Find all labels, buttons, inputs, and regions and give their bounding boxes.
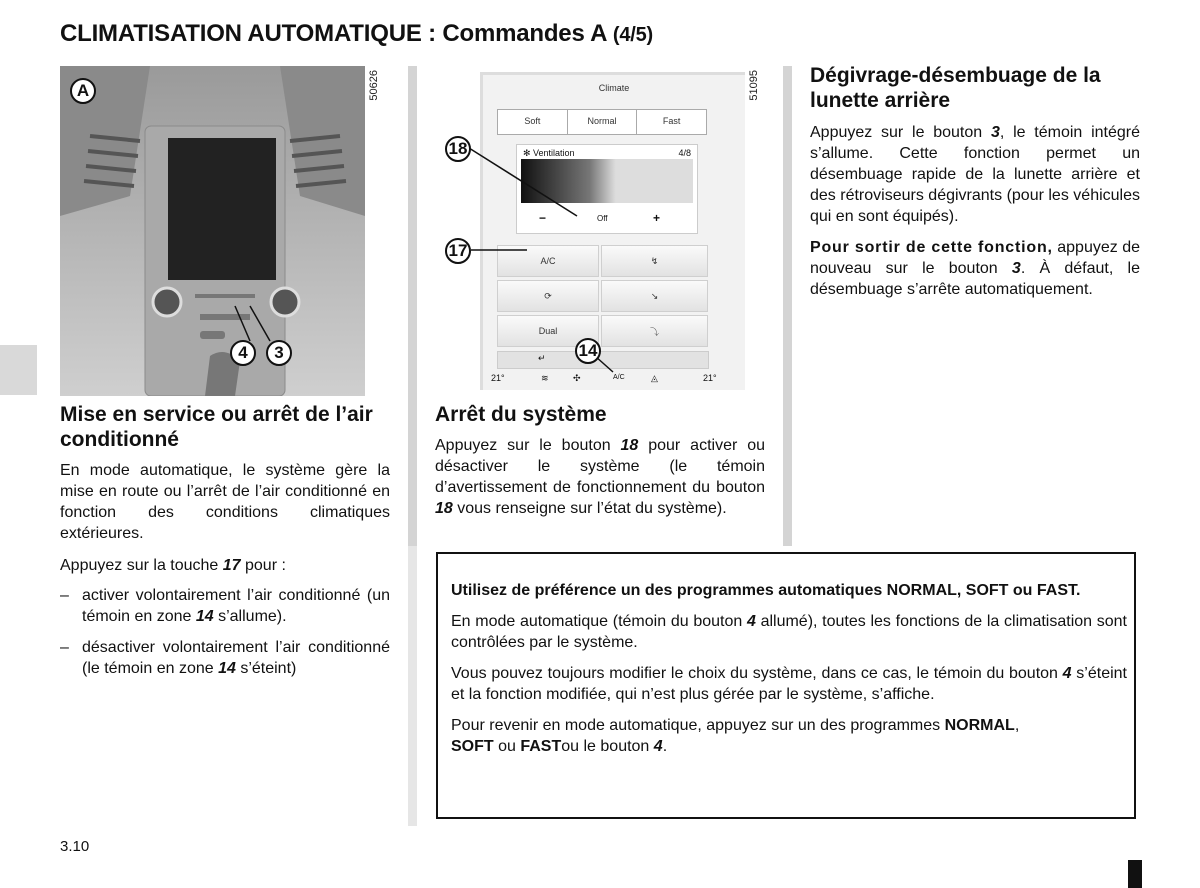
ventilation-label: Ventilation [533, 148, 575, 158]
button-ref-18: 18 [435, 500, 453, 517]
button-ref-3: 3 [1011, 260, 1021, 277]
dual-button[interactable]: Dual [497, 315, 599, 347]
note-text: Vous pouvez toujours modifier le choix du système, dans ce cas, le témoin du bouton [451, 665, 1063, 682]
section1-heading: Mise en service ou arrêt de l’air conditionné [60, 403, 373, 451]
list-item-text [82, 585, 390, 627]
fan-minus-button[interactable]: − [539, 211, 547, 225]
note-text: Pour revenir en mode automatique, appuyez sur un des programmes [451, 717, 945, 734]
callout-a: A [70, 78, 96, 104]
section1-para2-text: Appuyez sur la touche [60, 557, 223, 574]
note-text: ou le bouton [561, 738, 654, 755]
item1-text: activer volontairement l’air conditionné (un témoin en zone [82, 587, 390, 625]
page-title-suffix: (4/5) [612, 24, 654, 46]
section2-para [435, 435, 765, 519]
section3-text-d: . À défaut, le désembuage s’arrête automatiquement. [810, 260, 1140, 298]
page-number: 3.10 [60, 838, 90, 855]
seat-heat-icon: ≋ [541, 373, 549, 383]
item2-end: s’éteint) [235, 660, 297, 677]
back-arrow-icon[interactable]: ↵ [538, 353, 546, 363]
section2-text-a: Appuyez sur le bouton [435, 437, 621, 454]
tab-soft[interactable]: Soft [498, 110, 568, 134]
list-dash: – [60, 587, 69, 604]
note-para1: Utilisez de préférence un des programmes automatiques NORMAL, SOFT ou FAST. [451, 582, 1081, 599]
zone-ref-14: 14 [195, 608, 214, 625]
button-ref-17: 17 [222, 557, 241, 574]
recirc-status-icon: ◬ [651, 373, 658, 383]
climate-screen-title: Climate [598, 83, 630, 93]
section3-para2 [810, 237, 1140, 300]
button-ref-3: 3 [990, 124, 1000, 141]
note-comma: , [1014, 717, 1020, 734]
note-para3 [451, 663, 1127, 705]
section1-list [60, 585, 390, 679]
item2-text: désactiver volontairement l’air conditionné (le témoin en zone [82, 639, 390, 677]
zone-ref-14: 14 [218, 660, 236, 677]
callout-14: 14 [575, 338, 601, 364]
chapter-tab [0, 345, 37, 395]
temp-right: 21° [703, 373, 717, 383]
climate-screen-illustration [435, 66, 745, 390]
note-para2 [451, 611, 1127, 653]
column-divider-left [408, 66, 417, 546]
fan-off-button[interactable]: Off [597, 214, 608, 223]
program-normal: NORMAL [944, 717, 1015, 734]
note-para4 [451, 715, 1127, 757]
airflow-windscreen-icon: ⤵ [649, 326, 659, 337]
section2-heading: Arrêt du système [435, 403, 607, 426]
figure-code-left: 50626 [368, 70, 380, 101]
list-item-text [82, 637, 390, 679]
section3-text-a: Appuyez sur le bouton [810, 124, 991, 141]
recirculation-icon: ⟳ [544, 290, 552, 301]
ac-status: A/C [613, 374, 625, 381]
section2-text-c: vous renseigne sur l’état du système). [452, 500, 727, 517]
note-content [451, 580, 1127, 767]
note-text: ou [493, 738, 521, 755]
fan-icon: ✻ [523, 148, 531, 158]
note-text: allumé), toutes les fonctions de la climatisation sont contrôlées par le système. [451, 613, 1127, 651]
callout-18: 18 [445, 136, 471, 162]
note-box [436, 552, 1136, 819]
button-ref-4: 4 [653, 738, 663, 755]
dashboard-drawing [60, 66, 365, 396]
section2-text-b: pour activer ou désactiver le système (le témoin d’avertissement de fonctionnement du bouton [435, 437, 766, 496]
section3-para1 [810, 122, 1140, 227]
temp-left: 21° [491, 373, 505, 383]
program-soft: SOFT [451, 738, 494, 755]
figure-code-right: 51095 [748, 70, 760, 101]
column-divider-left-lower [408, 546, 417, 826]
column-divider-right [783, 66, 792, 546]
section3-bold-lead: Pour sortir de cette fonction, [810, 239, 1053, 256]
note-text: En mode automatique (témoin du bouton [451, 613, 747, 630]
section3-text-c: appuyez de nouveau sur le bouton [810, 239, 1141, 277]
program-fast: FAST [520, 738, 562, 755]
list-item [60, 637, 390, 679]
tab-normal[interactable]: Normal [568, 110, 638, 134]
note-text: s’éteint et la fonction modifiée, qui n’est plus gérée par le système, s’affiche. [451, 665, 1127, 703]
page-title [60, 20, 653, 48]
section1-para2 [60, 555, 390, 576]
airflow-face-icon: ↯ [650, 255, 659, 266]
button-ref-18: 18 [620, 437, 639, 454]
tab-fast[interactable]: Fast [662, 116, 681, 126]
section3-heading: Dégivrage-désembuage de la lunette arrière [810, 64, 1101, 112]
fan-plus-button[interactable]: + [653, 211, 661, 225]
callout-17: 17 [445, 238, 471, 264]
section1-para1: En mode automatique, le système gère la mise en route ou l’arrêt de l’air conditionné en fonction des conditions climatiques extérieures. [60, 462, 390, 542]
fan-status-icon: ✣ [573, 373, 581, 383]
section3-text-b: , le témoin intégré s’allume. Cette fonction permet un désembuage rapide de la lunette arrière et des rétroviseurs dégivrants (pour les véhicules qui en sont équipés). [810, 124, 1140, 225]
item1-end: s’allume). [213, 608, 287, 625]
ac-button[interactable]: A/C [497, 245, 599, 277]
button-ref-4: 4 [1062, 665, 1072, 682]
page-title-main: CLIMATISATION AUTOMATIQUE : Commandes A [60, 20, 607, 47]
note-period: . [662, 738, 668, 755]
callout-3: 3 [266, 340, 292, 366]
ventilation-level: 4/8 [678, 148, 691, 158]
section1-para2-end: pour : [240, 557, 286, 574]
button-ref-4: 4 [746, 613, 756, 630]
list-item [60, 585, 390, 627]
dashboard-illustration [60, 66, 365, 396]
airflow-feet-icon: ↘ [650, 290, 659, 301]
list-dash: – [60, 639, 69, 656]
callout-4: 4 [230, 340, 256, 366]
page-end-marker [1128, 860, 1142, 888]
